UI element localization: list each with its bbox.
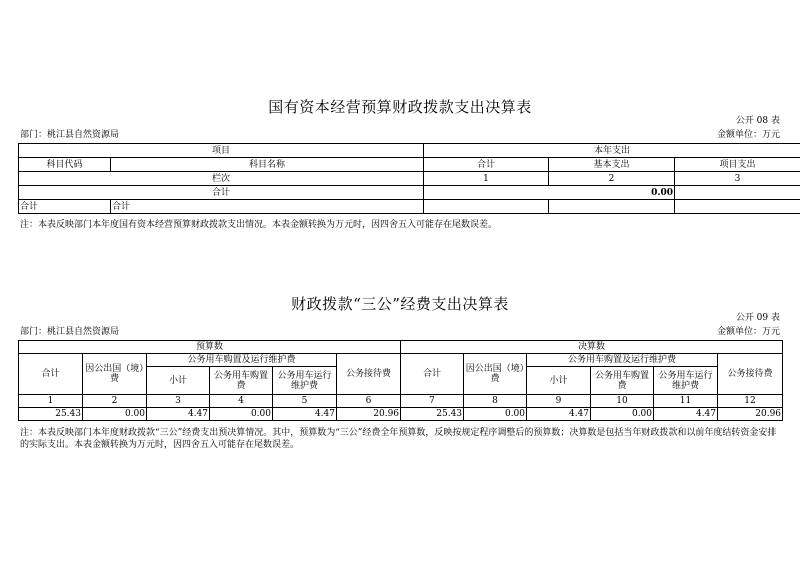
hdr-project: 项目支出	[675, 158, 800, 172]
hdr-vehicle: 公务用车购置及运行维护费	[527, 354, 718, 367]
table2-value-row	[19, 408, 783, 421]
table2	[18, 340, 783, 421]
table2-code: 公开 09 表	[735, 313, 780, 323]
last-row-cell: 合计	[19, 200, 111, 214]
hdr-subtotal: 小计	[147, 367, 210, 395]
hdr-vehicle: 公务用车购置及运行维护费	[147, 354, 337, 367]
table1-unit: 金额单位：万元	[716, 130, 780, 140]
hdr-subject-name: 科目名称	[111, 158, 424, 172]
col-number: 3	[147, 395, 210, 408]
hdr-total: 合计	[19, 354, 83, 395]
table1-code: 公开 08 表	[735, 116, 780, 126]
value-cell: 0.00	[210, 408, 273, 421]
hdr-total: 合计	[401, 354, 464, 395]
hdr-abroad: 因公出国（境）费	[83, 354, 147, 395]
table1-last-row	[19, 200, 800, 214]
col-number: 1	[19, 395, 83, 408]
value-cell: 25.43	[19, 408, 83, 421]
empty-cell	[549, 200, 675, 214]
row-label-col: 栏次	[19, 172, 424, 186]
col-number: 7	[401, 395, 464, 408]
value-cell: 4.47	[527, 408, 591, 421]
hdr-reception: 公务接待费	[718, 354, 783, 395]
col-number: 10	[591, 395, 654, 408]
col-number: 4	[210, 395, 273, 408]
table2-note: 注：本表反映部门本年度财政拨款“三公”经费支出预决算情况。其中，预算数为“三公”经费全年预算数，反映按规定程序调整后的预算数；决算数是包括当年财政拨款和以前年度结转资金安排的实际支出。本表金额转换为万元时，因四舍五入可能存在尾数误差。	[20, 428, 777, 450]
hdr-running: 公务用车运行维护费	[273, 367, 337, 395]
hdr-subtotal: 小计	[527, 367, 591, 395]
value-cell: 25.43	[401, 408, 464, 421]
col-number: 3	[675, 172, 800, 186]
empty-cell	[675, 186, 800, 200]
hdr-abroad: 因公出国（境）费	[464, 354, 527, 395]
value-cell: 4.47	[147, 408, 210, 421]
value-cell: 20.96	[337, 408, 401, 421]
table1-note: 注：本表反映部门本年度国有资本经营预算财政拨款支出情况。本表金额转换为万元时，因四舍五入可能存在尾数误差。	[20, 220, 498, 230]
col-number: 6	[337, 395, 401, 408]
value-cell: 0.00	[83, 408, 147, 421]
col-number: 2	[83, 395, 147, 408]
table2-column-number-row	[19, 395, 783, 408]
table2-dept: 部门：桃江县自然资源局	[20, 327, 120, 337]
table2-title: 财政拨款“三公”经费支出决算表	[291, 295, 509, 313]
empty-cell	[675, 200, 800, 214]
hdr-basic: 基本支出	[549, 158, 675, 172]
table2-unit: 金额单位：万元	[716, 327, 780, 337]
table1-total-row	[19, 186, 800, 200]
col-number: 1	[424, 172, 549, 186]
col-number: 9	[527, 395, 591, 408]
col-number: 2	[549, 172, 675, 186]
table1-header-row-2	[19, 158, 800, 172]
value-cell: 20.96	[718, 408, 783, 421]
value-cell: 4.47	[654, 408, 718, 421]
row-label-total: 合计	[19, 186, 424, 200]
table1-dept: 部门：桃江县自然资源局	[20, 130, 120, 140]
last-row-cell: 合计	[111, 200, 424, 214]
hdr-subject-code: 科目代码	[19, 158, 111, 172]
hdr-purchase: 公务用车购置费	[210, 367, 273, 395]
table1	[18, 143, 800, 214]
empty-cell	[424, 200, 549, 214]
hdr-item: 项目	[19, 144, 424, 158]
col-number: 12	[718, 395, 783, 408]
total-value: 0.00	[424, 186, 675, 200]
hdr-year-expense: 本年支出	[424, 144, 800, 158]
table1-column-number-row	[19, 172, 800, 186]
value-cell: 0.00	[591, 408, 654, 421]
value-cell: 0.00	[464, 408, 527, 421]
col-number: 11	[654, 395, 718, 408]
hdr-reception: 公务接待费	[337, 354, 401, 395]
hdr-running: 公务用车运行维护费	[654, 367, 718, 395]
table2-header-row-1	[19, 341, 783, 354]
hdr-total: 合计	[424, 158, 549, 172]
table2-header-row-2	[19, 354, 783, 367]
table1-header-row-1	[19, 144, 800, 158]
hdr-final: 决算数	[401, 341, 783, 354]
value-cell: 4.47	[273, 408, 337, 421]
col-number: 5	[273, 395, 337, 408]
hdr-budget: 预算数	[19, 341, 401, 354]
table1-title: 国有资本经营预算财政拨款支出决算表	[268, 98, 532, 116]
col-number: 8	[464, 395, 527, 408]
hdr-purchase: 公务用车购置费	[591, 367, 654, 395]
